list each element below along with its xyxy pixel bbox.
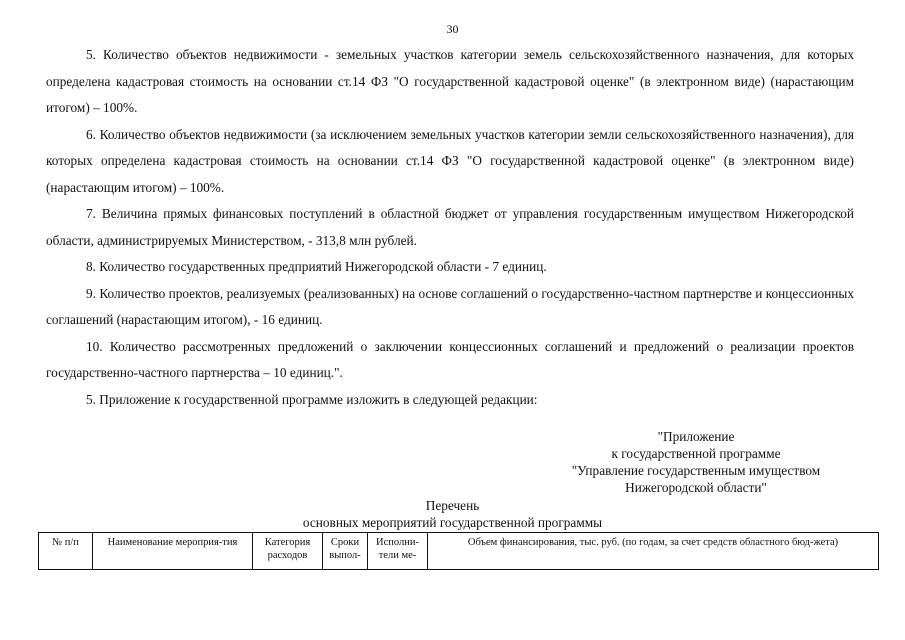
paragraph-indicator-10: 10. Количество рассмотренных предложений о заключении концессионных соглашений и предложений о реализации проектов государственно-частного партнерства – 10 единиц.". (46, 338, 854, 380)
paragraph-indicator-5: 5. Количество объектов недвижимости - земельных участков категории земель сельскохозяйственного назначения, для которых определена кадастровая стоимость на основании ст.14 ФЗ "О государственной кадастровой оценке" (в электронном виде) (нарастающим итогом) – 100%. (46, 47, 854, 115)
page-number: 30 (446, 22, 459, 36)
list-title-line: основных мероприятий государственной программы (302, 515, 603, 530)
document-body (46, 42, 854, 413)
activities-table-wrapper (38, 532, 879, 570)
paragraph-indicator-6: 6. Количество объектов недвижимости (за исключением земельных участков категории земли сельскохозяйственного назначения), для которых определена кадастровая стоимость на основании ст.14 ФЗ "О государственной кадастровой оценке" (в электронном виде) (нарастающим итогом) – 100%. (46, 126, 854, 195)
activities-table (38, 532, 879, 570)
paragraph-indicator-7: 7. Величина прямых финансовых поступлений в областной бюджет от управления государственным имуществом Нижегородской области, администрируемых Министерством, - 313,8 млн рублей. (46, 206, 854, 248)
paragraph-appendix-instruction: 5. Приложение к государственной программе изложить в следующей редакции: (86, 391, 538, 407)
header-cell-expense-category: Категория расходов (253, 533, 323, 570)
appendix-header-line: "Управление государственным имуществом (571, 463, 821, 478)
list-title-line: Перечень (425, 498, 480, 513)
appendix-header-line: Нижегородской области" (625, 480, 767, 495)
header-cell-deadlines: Сроки выпол- (323, 533, 368, 570)
appendix-header (540, 428, 852, 496)
appendix-header-line: к государственной программе (611, 446, 781, 461)
paragraph-indicator-8: 8. Количество государственных предприятий Нижегородской области - 7 единиц. (86, 259, 547, 274)
list-title (0, 497, 905, 531)
header-cell-number: № п/п (39, 533, 93, 570)
table-header-row (39, 533, 879, 570)
appendix-header-line: "Приложение (657, 429, 735, 444)
paragraph-indicator-9: 9. Количество проектов, реализуемых (реализованных) на основе соглашений о государственно-частном партнерстве и концессионных соглашений (нарастающим итогом), - 16 единиц. (46, 285, 854, 327)
header-cell-funding-volume: Объем финансирования, тыс. руб. (по годам, за счет средств областного бюд-жета) (428, 533, 879, 570)
header-cell-executors: Исполни-тели ме- (368, 533, 428, 570)
header-cell-activity-name: Наименование мероприя-тия (93, 533, 253, 570)
